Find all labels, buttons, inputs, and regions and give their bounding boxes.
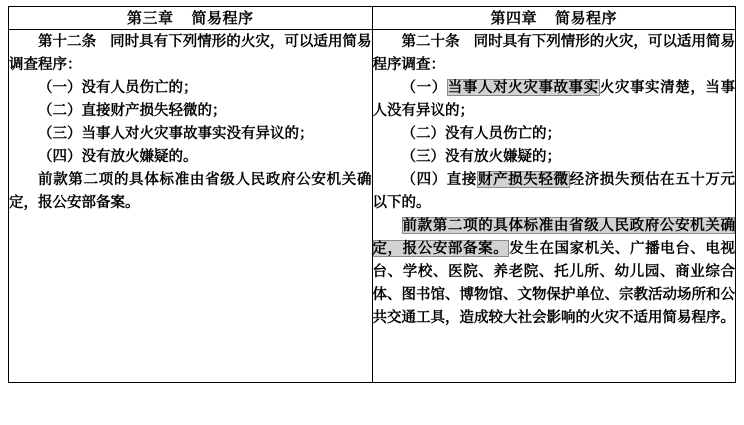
clause-suffix: 火灾事实清楚，当事人没有异议的；: [372, 79, 736, 119]
table-body-row: [9, 30, 736, 383]
article-paragraph: [9, 30, 372, 76]
header-cell-left: [9, 7, 373, 30]
chapter-label-right: 第四章: [490, 9, 537, 27]
article-number: 第二十条: [401, 33, 460, 50]
clause-item: [373, 145, 736, 168]
clause-item: [9, 122, 372, 145]
right-column-content: [373, 30, 736, 382]
clause-item: [9, 99, 372, 122]
article-number: 第十二条: [38, 33, 97, 50]
clause-prefix: （四）直接: [401, 171, 477, 188]
clause-text: （一）没有人员伤亡的；: [38, 79, 198, 96]
closing-paragraph: [373, 214, 736, 329]
clause-text: （三）当事人对火灾事故事实没有异议的；: [38, 125, 314, 142]
clause-item: [9, 76, 372, 99]
highlighted-text: 前款第二项的具体标准由省级人民政府公安机关确定，报公安部备案。: [372, 217, 735, 257]
left-column-content: [9, 30, 372, 382]
article-paragraph: [373, 30, 736, 76]
closing-paragraph: [9, 168, 372, 214]
header-cell-right: [372, 7, 736, 30]
chapter-label-left: 第三章: [126, 9, 174, 27]
closing-text: 前款第二项的具体标准由省级人民政府公安机关确定，报公安部备案。: [9, 171, 372, 211]
chapter-title-left: 简易程序: [191, 9, 254, 27]
clause-item: [9, 145, 372, 168]
clause-text: （二）直接财产损失轻微的；: [38, 102, 227, 119]
highlighted-text: 当事人对火灾事故事实: [447, 79, 599, 96]
clause-text: （二）没有人员伤亡的；: [401, 125, 561, 142]
body-cell-right: [372, 30, 736, 383]
clause-text: （四）没有放火嫌疑的。: [38, 148, 198, 165]
highlighted-text: 财产损失轻微: [477, 171, 569, 188]
closing-suffix: 发生在国家机关、广播电台、电视台、学校、医院、养老院、托儿所、幼儿园、商业综合体、图书馆、博物馆、文物保护单位、宗教活动场所和公共交通工具，造成较大社会影响的火灾不适用简易程序。: [372, 240, 736, 326]
article-text: 同时具有下列情形的火灾，可以适用简易调查程序：: [9, 33, 372, 73]
clause-prefix: （一）: [401, 79, 447, 96]
body-cell-left: [9, 30, 373, 383]
table-header-row: [9, 7, 736, 30]
clause-item: [373, 168, 736, 214]
chapter-title-right: 简易程序: [555, 9, 618, 27]
clause-item: [373, 122, 736, 145]
article-text: 同时具有下列情形的火灾，可以适用简易程序调查：: [372, 33, 736, 73]
clause-text: （三）没有放火嫌疑的；: [401, 148, 561, 165]
clause-item: [373, 76, 736, 122]
comparison-table: [8, 6, 736, 383]
clause-suffix: 经济损失预估在五十万元以下的。: [372, 171, 736, 211]
